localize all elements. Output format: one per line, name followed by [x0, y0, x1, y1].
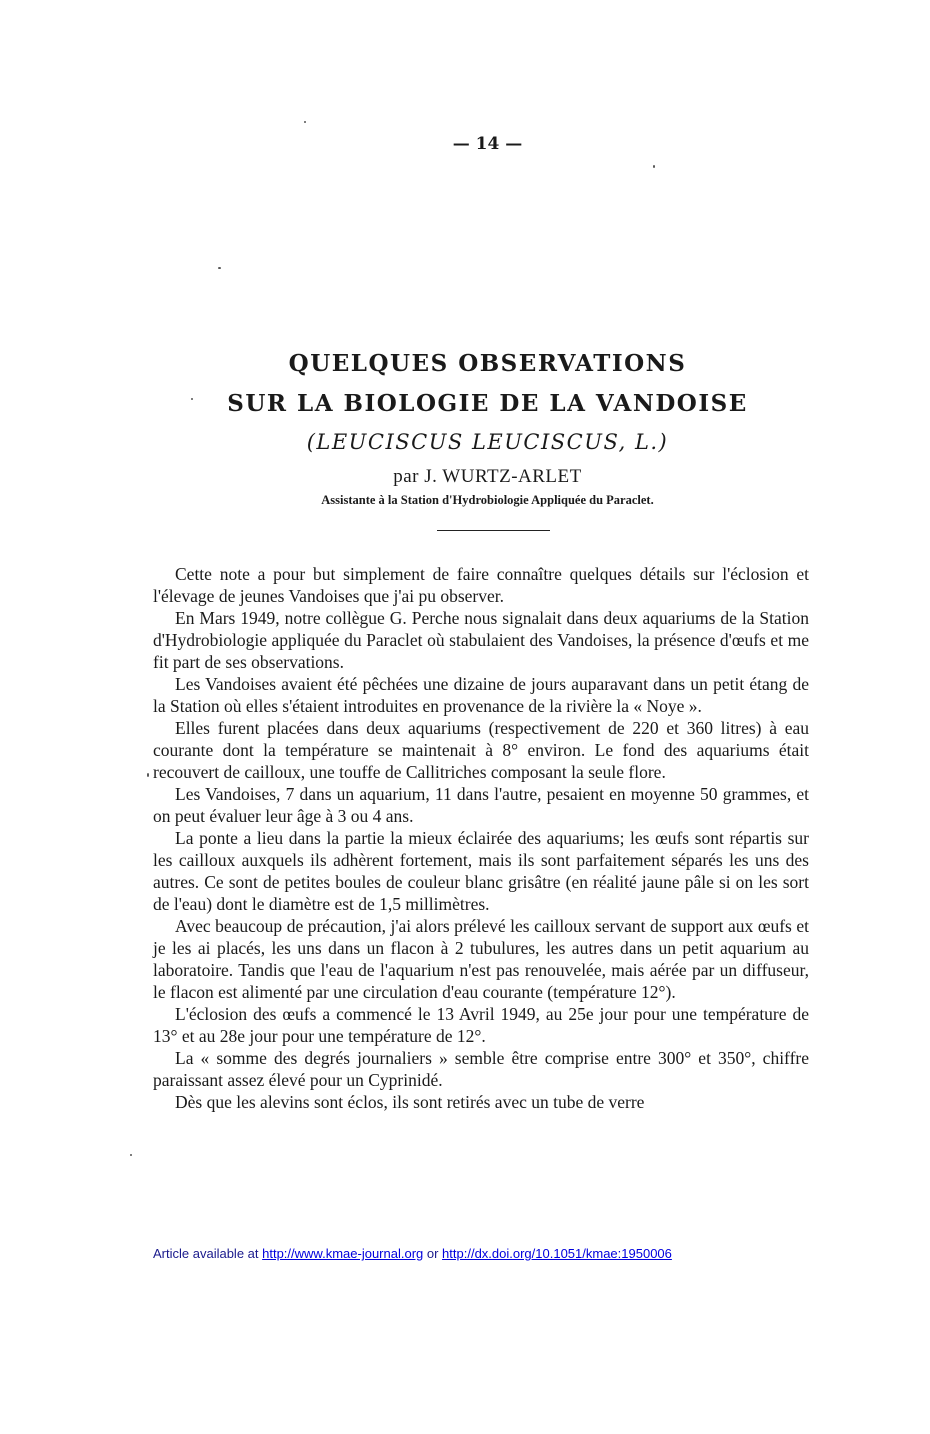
paragraph-10: Dès que les alevins sont éclos, ils sont retirés avec un tube de verre — [175, 1092, 645, 1112]
author-line: par J. WURTZ-ARLET — [393, 466, 582, 487]
scan-speck — [218, 267, 221, 269]
scan-speck — [653, 165, 655, 168]
paragraph-4: Elles furent placées dans deux aquariums (respectivement de 220 et 360 litres) à eau courante dont la température se maintenait à 8° environ. Le fond des aquariums était recouvert de cailloux, une touffe de Callitriches composant la seule flore. — [153, 718, 809, 782]
footer-middle: or — [423, 1246, 443, 1261]
journal-link[interactable]: http://www.kmae-journal.org — [262, 1246, 424, 1261]
scan-speck — [191, 398, 193, 400]
paragraph-9: La « somme des degrés journaliers » semble être comprise entre 300° et 350°, chiffre paraissant assez élevé pour un Cyprinidé. — [153, 1048, 809, 1090]
paragraph-7: Avec beaucoup de précaution, j'ai alors prélevé les cailloux servant de support aux œufs et je les ai placés, les uns dans un flacon à 2 tubulures, les autres dans un petit aquarium au laboratoire. Tandis que l'eau de l'aquarium n'est pas renouvelée, mais aérée par un diffuseur, le flacon est alimenté par une circulation d'eau courante (température 12°). — [153, 916, 809, 1002]
doi-link[interactable]: http://dx.doi.org/10.1051/kmae:1950006 — [442, 1246, 672, 1261]
paragraph-5: Les Vandoises, 7 dans un aquarium, 11 dans l'autre, pesaient en moyenne 50 grammes, et on peut évaluer leur âge à 3 ou 4 ans. — [153, 784, 809, 826]
paragraph-1: Cette note a pour but simplement de faire connaître quelques détails sur l'éclosion et l'élevage de jeunes Vandoises que j'ai pu observer. — [153, 564, 809, 606]
title-divider — [437, 530, 550, 531]
article-body — [153, 563, 809, 1113]
article-title-line-1: QUELQUES OBSERVATIONS — [288, 350, 687, 377]
scan-speck — [130, 1154, 132, 1156]
paragraph-3: Les Vandoises avaient été pêchées une dizaine de jours auparavant dans un petit étang de la Station où elles s'étaient introduites en provenance de la rivière la « Noye ». — [153, 674, 809, 716]
scan-speck — [304, 121, 306, 123]
scan-speck — [147, 773, 149, 777]
author-affiliation: Assistante à la Station d'Hydrobiologie Appliquée du Paraclet. — [321, 493, 654, 507]
article-subtitle: (LEUCISCUS LEUCISCUS, L.) — [306, 430, 669, 454]
availability-footer — [153, 1246, 672, 1261]
paragraph-2: En Mars 1949, notre collègue G. Perche nous signalait dans deux aquariums de la Station d'Hydrobiologie appliquée du Paraclet où stabulaient des Vandoises, la présence d'œufs et me fit part de ses observations. — [153, 608, 809, 672]
page-number: — 14 — — [452, 134, 523, 154]
paragraph-6: La ponte a lieu dans la partie la mieux éclairée des aquariums; les œufs sont répartis sur les cailloux auxquels ils adhèrent fortement, mais ils sont parfaitement séparés les uns des autres. Ce sont de petites boules de couleur blanc grisâtre (en réalité jaune pâle si on les sort de l'eau) dont le diamètre est de 1,5 millimètres. — [153, 828, 809, 914]
paragraph-8: L'éclosion des œufs a commencé le 13 Avril 1949, au 25e jour pour une température de 13° et au 28e jour pour une température de 12°. — [153, 1004, 809, 1046]
article-title-line-2: SUR LA BIOLOGIE DE LA VANDOISE — [227, 390, 748, 417]
footer-prefix: Article available at — [153, 1246, 263, 1261]
